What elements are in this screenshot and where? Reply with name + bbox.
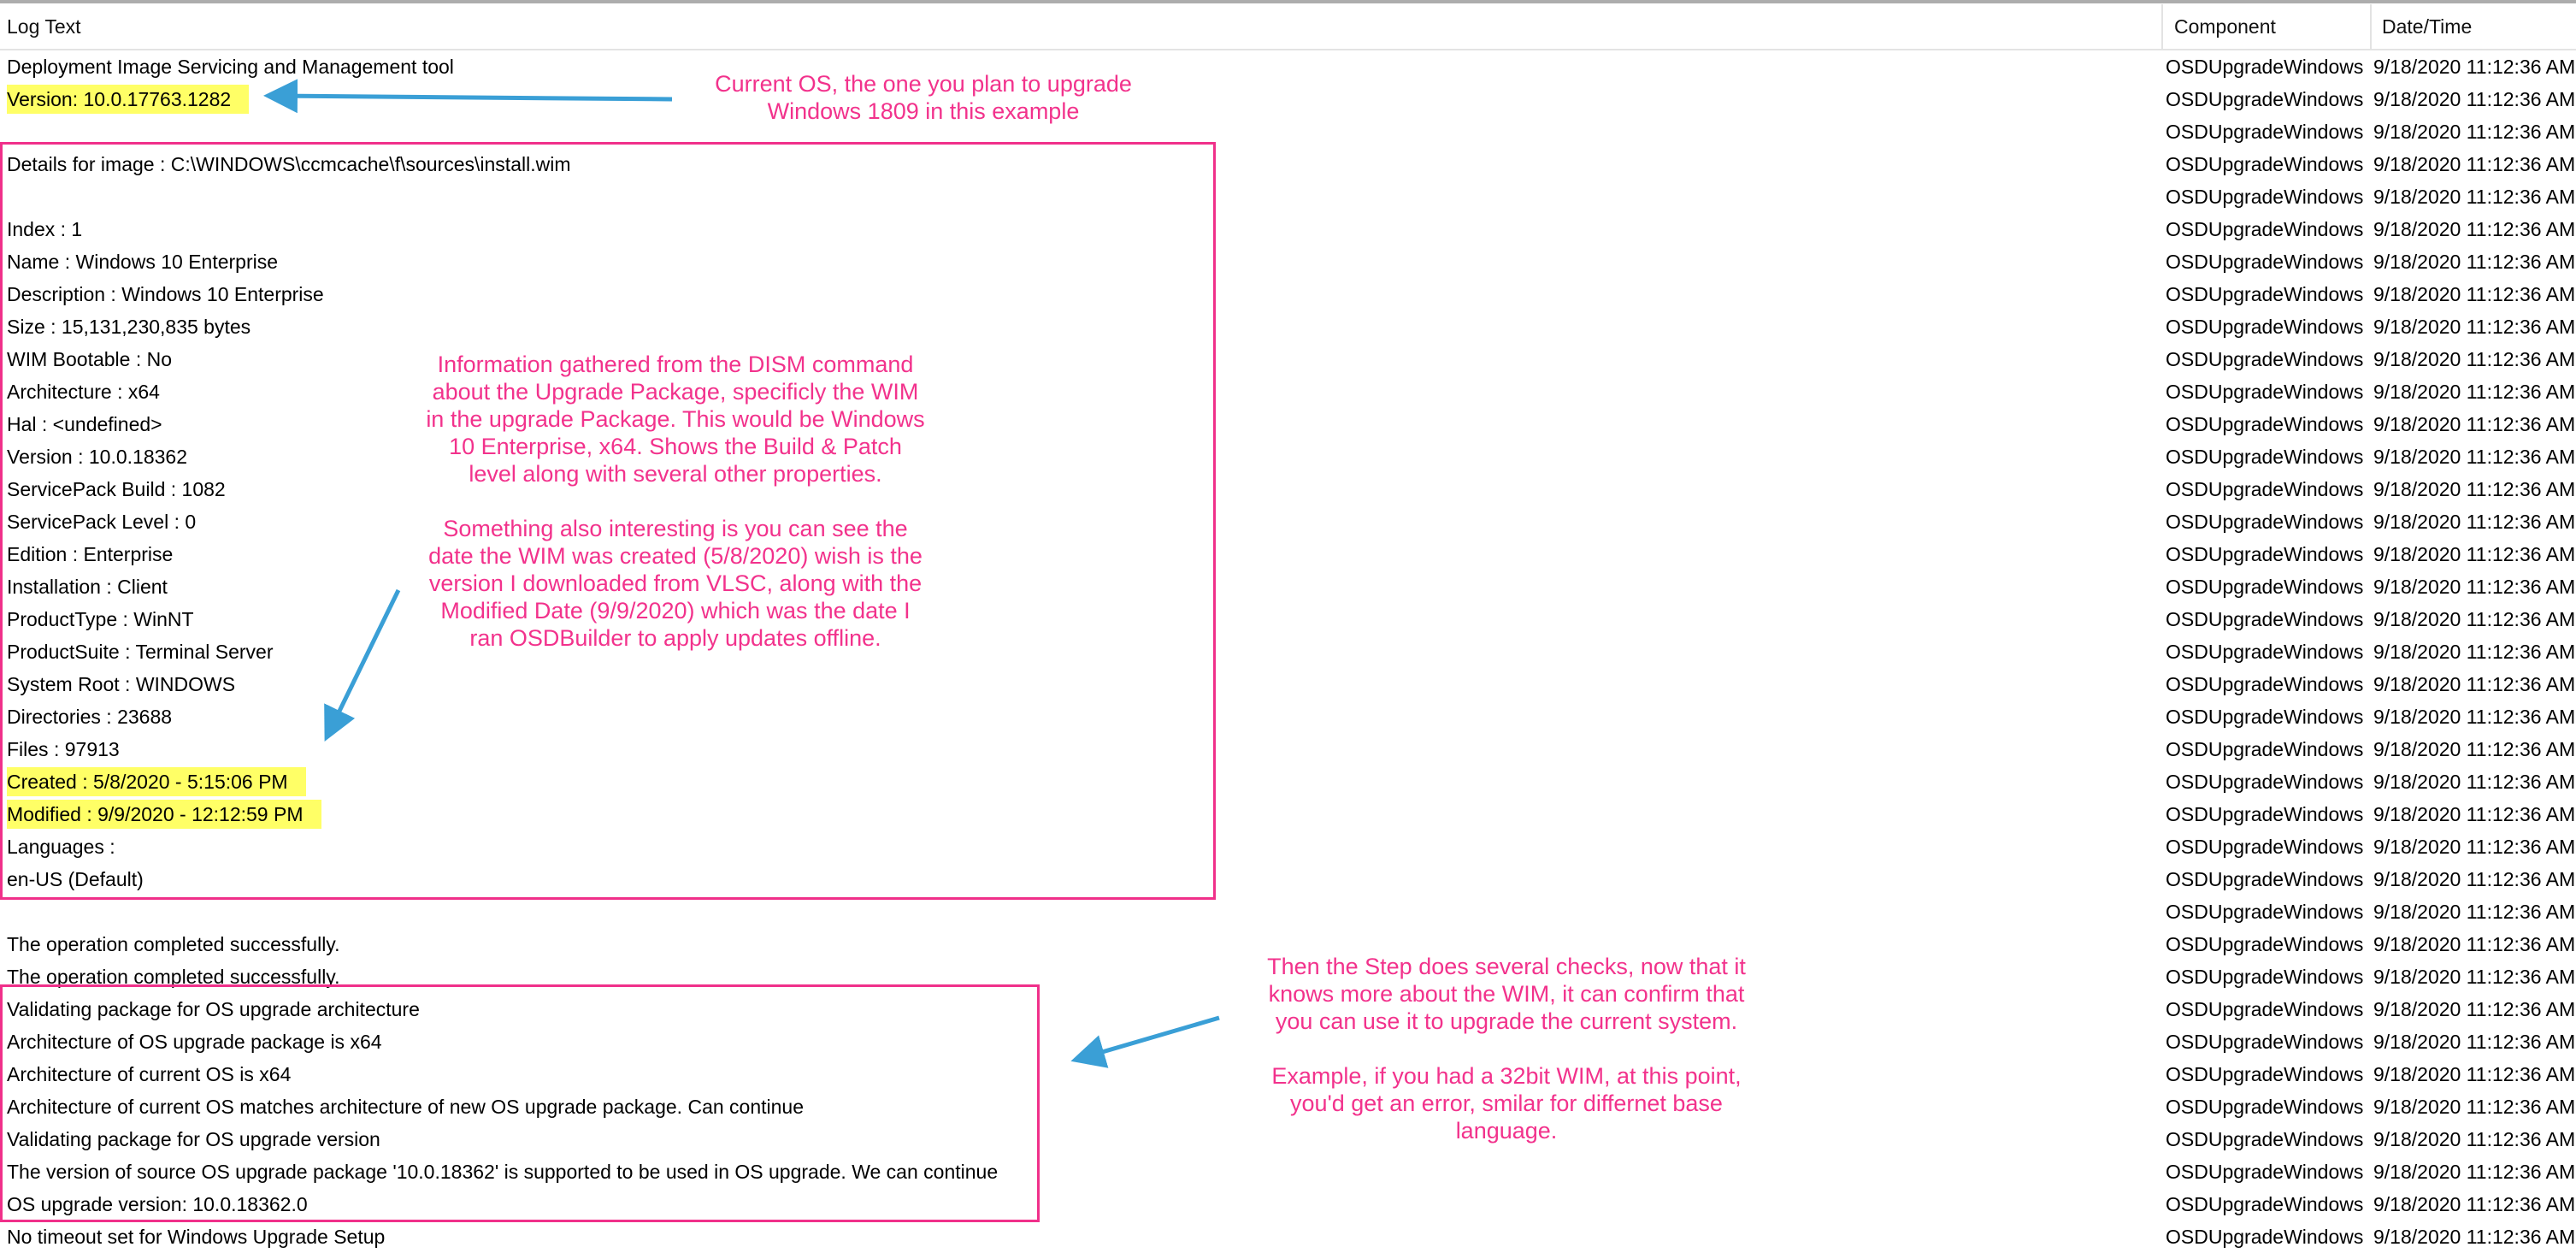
datetime-cell: 9/18/2020 11:12:36 AM [2373, 1161, 2576, 1183]
component-cell: OSDUpgradeWindows [2166, 576, 2364, 598]
component-cell: OSDUpgradeWindows [2166, 251, 2364, 273]
datetime-cell: 9/18/2020 11:12:36 AM [2373, 1226, 2576, 1248]
log-text-cell [7, 1220, 2157, 1253]
datetime-cell: 9/18/2020 11:12:36 AM [2373, 348, 2576, 370]
column-divider[interactable] [2161, 4, 2163, 49]
component-cell: OSDUpgradeWindows [2166, 543, 2364, 565]
component-cell: OSDUpgradeWindows [2166, 478, 2364, 500]
datetime-cell: 9/18/2020 11:12:36 AM [2373, 673, 2576, 695]
component-cell: OSDUpgradeWindows [2166, 738, 2364, 760]
log-row[interactable] [0, 50, 2576, 83]
log-text: Description : Windows 10 Enterprise [7, 283, 324, 305]
component-column-header[interactable]: Component [2174, 15, 2276, 38]
component-cell: OSDUpgradeWindows [2166, 1193, 2364, 1215]
log-text: No timeout set for Windows Upgrade Setup [7, 1226, 386, 1248]
log-text: Index : 1 [7, 218, 83, 240]
datetime-cell: 9/18/2020 11:12:36 AM [2373, 933, 2576, 955]
datetime-cell: 9/18/2020 11:12:36 AM [2373, 316, 2576, 338]
column-divider[interactable] [2370, 4, 2372, 49]
component-cell: OSDUpgradeWindows [2166, 706, 2364, 728]
log-text: Details for image : C:\WINDOWS\ccmcache\f\sources\install.wim [7, 153, 571, 175]
component-cell: OSDUpgradeWindows [2166, 933, 2364, 955]
log-text: System Root : WINDOWS [7, 673, 236, 695]
component-cell: OSDUpgradeWindows [2166, 1063, 2364, 1085]
log-text: Installation : Client [7, 576, 168, 598]
component-cell: OSDUpgradeWindows [2166, 1031, 2364, 1053]
log-text: Name : Windows 10 Enterprise [7, 251, 279, 273]
log-text: Architecture of current OS matches architecture of new OS upgrade package. Can continue [7, 1096, 804, 1118]
log-text: Deployment Image Servicing and Management tool [7, 56, 454, 78]
component-cell: OSDUpgradeWindows [2166, 803, 2364, 825]
datetime-cell: 9/18/2020 11:12:36 AM [2373, 283, 2576, 305]
datetime-cell: 9/18/2020 11:12:36 AM [2373, 381, 2576, 403]
component-cell: OSDUpgradeWindows [2166, 121, 2364, 143]
datetime-cell: 9/18/2020 11:12:36 AM [2373, 1096, 2576, 1118]
highlighted-log-text: Modified : 9/9/2020 - 12:12:59 PM [7, 800, 321, 829]
log-text: ServicePack Level : 0 [7, 511, 197, 533]
datetime-cell: 9/18/2020 11:12:36 AM [2373, 511, 2576, 533]
component-cell: OSDUpgradeWindows [2166, 56, 2364, 78]
log-text: The operation completed successfully. [7, 933, 340, 955]
component-cell: OSDUpgradeWindows [2166, 413, 2364, 435]
log-text: Architecture of OS upgrade package is x64 [7, 1031, 382, 1053]
log-row[interactable] [0, 83, 2576, 115]
component-cell: OSDUpgradeWindows [2166, 1128, 2364, 1150]
log-text: Files : 97913 [7, 738, 120, 760]
datetime-cell: 9/18/2020 11:12:36 AM [2373, 186, 2576, 208]
component-cell: OSDUpgradeWindows [2166, 673, 2364, 695]
datetime-cell: 9/18/2020 11:12:36 AM [2373, 543, 2576, 565]
datetime-cell: 9/18/2020 11:12:36 AM [2373, 868, 2576, 890]
column-header-row [0, 4, 2576, 50]
datetime-cell: 9/18/2020 11:12:36 AM [2373, 218, 2576, 240]
component-cell: OSDUpgradeWindows [2166, 1161, 2364, 1183]
log-row[interactable] [0, 895, 2576, 928]
datetime-cell: 9/18/2020 11:12:36 AM [2373, 88, 2576, 110]
component-cell: OSDUpgradeWindows [2166, 153, 2364, 175]
datetime-cell: 9/18/2020 11:12:36 AM [2373, 576, 2576, 598]
datetime-cell: 9/18/2020 11:12:36 AM [2373, 251, 2576, 273]
datetime-cell: 9/18/2020 11:12:36 AM [2373, 1193, 2576, 1215]
datetime-cell: 9/18/2020 11:12:36 AM [2373, 966, 2576, 988]
log-text: Validating package for OS upgrade version [7, 1128, 380, 1150]
log-text-cell [7, 895, 2157, 928]
datetime-column-header[interactable]: Date/Time [2382, 15, 2473, 38]
datetime-cell: 9/18/2020 11:12:36 AM [2373, 738, 2576, 760]
component-cell: OSDUpgradeWindows [2166, 868, 2364, 890]
component-cell: OSDUpgradeWindows [2166, 901, 2364, 923]
datetime-cell: 9/18/2020 11:12:36 AM [2373, 56, 2576, 78]
component-cell: OSDUpgradeWindows [2166, 966, 2364, 988]
component-cell: OSDUpgradeWindows [2166, 641, 2364, 663]
log-text: The version of source OS upgrade package '10.0.18362' is supported to be used in OS upgrade. We can continue [7, 1161, 999, 1183]
highlighted-log-text: Version: 10.0.17763.1282 [7, 85, 249, 114]
log-text-cell [7, 928, 2157, 960]
component-cell: OSDUpgradeWindows [2166, 511, 2364, 533]
datetime-cell: 9/18/2020 11:12:36 AM [2373, 478, 2576, 500]
upgrade-checks-box [0, 984, 1040, 1222]
datetime-cell: 9/18/2020 11:12:36 AM [2373, 153, 2576, 175]
datetime-cell: 9/18/2020 11:12:36 AM [2373, 121, 2576, 143]
checks-note: Then the Step does several checks, now that it knows more about the WIM, it can confirm that you can use it to upgrade the current system. Example, if you had a 32bit WIM, at this point, you'd get an error, smilar for differnet base language. [1267, 954, 1746, 1144]
log-text: WIM Bootable : No [7, 348, 173, 370]
component-cell: OSDUpgradeWindows [2166, 218, 2364, 240]
log-text: The operation completed successfully. [7, 966, 340, 988]
datetime-cell: 9/18/2020 11:12:36 AM [2373, 836, 2576, 858]
dism-info-note: Information gathered from the DISM command about the Upgrade Package, specificly the WIM in the upgrade Package. This would be Windows 10 Enterprise, x64. Shows the Build & Patch level along with several other properties. Something also interesting is you can see the date the WIM was created (5/8/2020) wish is the version I downloaded from VLSC, along with the Modified Date (9/9/2020) which was the date I ran OSDBuilder to apply updates offline. [426, 352, 925, 651]
log-text: ProductSuite : Terminal Server [7, 641, 274, 663]
log-text: Edition : Enterprise [7, 543, 174, 565]
component-cell: OSDUpgradeWindows [2166, 186, 2364, 208]
datetime-cell: 9/18/2020 11:12:36 AM [2373, 771, 2576, 793]
component-cell: OSDUpgradeWindows [2166, 998, 2364, 1020]
log-row[interactable] [0, 1220, 2576, 1253]
log-text: ProductType : WinNT [7, 608, 194, 630]
log-text: Architecture : x64 [7, 381, 160, 403]
datetime-cell: 9/18/2020 11:12:36 AM [2373, 901, 2576, 923]
current-os-note: Current OS, the one you plan to upgrade Windows 1809 in this example [715, 71, 1132, 124]
log-text: Version : 10.0.18362 [7, 446, 187, 468]
datetime-cell: 9/18/2020 11:12:36 AM [2373, 413, 2576, 435]
component-cell: OSDUpgradeWindows [2166, 608, 2364, 630]
datetime-cell: 9/18/2020 11:12:36 AM [2373, 1063, 2576, 1085]
datetime-cell: 9/18/2020 11:12:36 AM [2373, 608, 2576, 630]
log-text-column-header[interactable]: Log Text [7, 15, 81, 38]
log-text: Languages : [7, 836, 115, 858]
log-text: Hal : <undefined> [7, 413, 162, 435]
window-top-border [0, 0, 2576, 3]
datetime-cell: 9/18/2020 11:12:36 AM [2373, 1128, 2576, 1150]
log-text: Directories : 23688 [7, 706, 173, 728]
component-cell: OSDUpgradeWindows [2166, 1226, 2364, 1248]
component-cell: OSDUpgradeWindows [2166, 771, 2364, 793]
log-text: Validating package for OS upgrade architecture [7, 998, 420, 1020]
log-text: en-US (Default) [7, 868, 144, 890]
highlighted-log-text: Created : 5/8/2020 - 5:15:06 PM [7, 767, 306, 796]
component-cell: OSDUpgradeWindows [2166, 381, 2364, 403]
datetime-cell: 9/18/2020 11:12:36 AM [2373, 446, 2576, 468]
datetime-cell: 9/18/2020 11:12:36 AM [2373, 1031, 2576, 1053]
datetime-cell: 9/18/2020 11:12:36 AM [2373, 998, 2576, 1020]
component-cell: OSDUpgradeWindows [2166, 88, 2364, 110]
component-cell: OSDUpgradeWindows [2166, 316, 2364, 338]
log-text: OS upgrade version: 10.0.18362.0 [7, 1193, 308, 1215]
log-text: ServicePack Build : 1082 [7, 478, 226, 500]
component-cell: OSDUpgradeWindows [2166, 1096, 2364, 1118]
component-cell: OSDUpgradeWindows [2166, 446, 2364, 468]
component-cell: OSDUpgradeWindows [2166, 283, 2364, 305]
datetime-cell: 9/18/2020 11:12:36 AM [2373, 641, 2576, 663]
component-cell: OSDUpgradeWindows [2166, 348, 2364, 370]
log-text: Architecture of current OS is x64 [7, 1063, 292, 1085]
datetime-cell: 9/18/2020 11:12:36 AM [2373, 706, 2576, 728]
log-text: Size : 15,131,230,835 bytes [7, 316, 251, 338]
component-cell: OSDUpgradeWindows [2166, 836, 2364, 858]
datetime-cell: 9/18/2020 11:12:36 AM [2373, 803, 2576, 825]
